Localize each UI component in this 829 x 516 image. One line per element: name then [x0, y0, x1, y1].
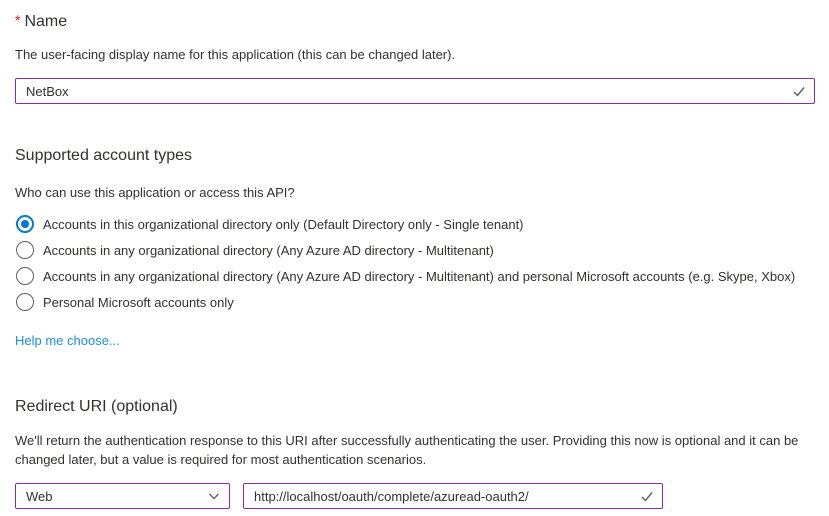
- radio-option-multitenant-personal[interactable]: [15, 263, 815, 289]
- radio-option-personal-only[interactable]: [15, 289, 815, 315]
- name-input[interactable]: [15, 78, 815, 104]
- name-description: The user-facing display name for this application (this can be changed later).: [15, 47, 456, 62]
- name-section: [15, 10, 815, 104]
- radio-option-label: Accounts in any organizational directory (Any Azure AD directory - Multitenant) and personal Microsoft accounts (e.g. Skype, Xbox): [43, 268, 796, 284]
- radio-icon[interactable]: [16, 293, 34, 311]
- name-heading: [15, 10, 815, 32]
- radio-icon[interactable]: [16, 241, 34, 259]
- redirect-uri-heading: Redirect URI (optional): [15, 398, 178, 415]
- redirect-uri-controls: [15, 483, 815, 509]
- account-types-heading: Supported account types: [15, 147, 193, 164]
- radio-option-multitenant[interactable]: [15, 237, 815, 263]
- radio-option-single-tenant[interactable]: [15, 211, 815, 237]
- account-types-section: [15, 146, 815, 350]
- radio-option-label: Accounts in this organizational directory only (Default Directory only - Single tenant): [43, 216, 524, 232]
- help-me-choose-link[interactable]: Help me choose...: [15, 333, 120, 348]
- uri-input-wrap: [243, 483, 663, 509]
- chevron-down-icon: [207, 489, 221, 503]
- radio-option-label: Accounts in any organizational directory (Any Azure AD directory - Multitenant): [43, 242, 494, 258]
- required-asterisk: *: [15, 12, 21, 28]
- radio-option-label: Personal Microsoft accounts only: [43, 294, 234, 310]
- platform-select[interactable]: [15, 483, 230, 509]
- account-types-question: Who can use this application or access this API?: [15, 185, 295, 200]
- redirect-uri-description: We'll return the authentication response to this URI after successfully authenticating the user. Providing this now is optional and it can be changed later, but a value is required for most authentication scenarios.: [15, 433, 799, 467]
- name-input-wrap: [15, 78, 815, 104]
- platform-select-value: Web: [26, 488, 53, 504]
- radio-icon[interactable]: [16, 215, 34, 233]
- radio-icon[interactable]: [16, 267, 34, 285]
- account-types-radio-group: [15, 211, 815, 315]
- redirect-uri-input[interactable]: [243, 483, 663, 509]
- name-heading-label: Name: [24, 13, 68, 30]
- redirect-uri-section: [15, 397, 815, 509]
